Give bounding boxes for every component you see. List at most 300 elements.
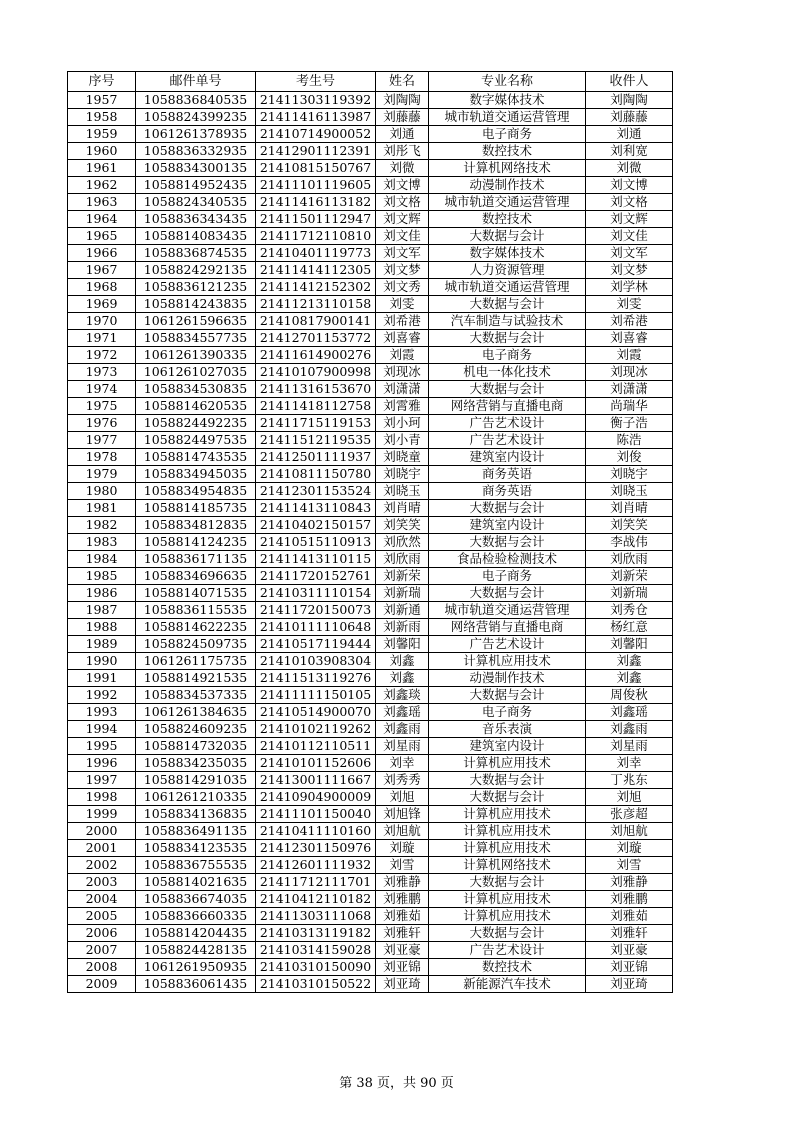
cell-recipient: 刘潇潇 — [586, 381, 673, 398]
cell-mail-number: 1058824428135 — [136, 942, 256, 959]
cell-recipient: 刘微 — [586, 160, 673, 177]
cell-mail-number: 1058836061435 — [136, 976, 256, 993]
table-row — [68, 398, 673, 415]
cell-name: 刘潇潇 — [376, 381, 429, 398]
cell-major: 数控技术 — [429, 959, 586, 976]
table-row — [68, 568, 673, 585]
cell-exam-number: 21411213110158 — [256, 296, 376, 313]
cell-name: 刘雅茹 — [376, 908, 429, 925]
cell-name: 刘秀秀 — [376, 772, 429, 789]
table-row — [68, 160, 673, 177]
cell-exam-number: 21410515110913 — [256, 534, 376, 551]
cell-mail-number: 1058836171135 — [136, 551, 256, 568]
cell-exam-number: 21410310150090 — [256, 959, 376, 976]
cell-seq: 2007 — [68, 942, 136, 959]
cell-seq: 2009 — [68, 976, 136, 993]
cell-exam-number: 21410313119182 — [256, 925, 376, 942]
cell-name: 刘亚豪 — [376, 942, 429, 959]
cell-seq: 1992 — [68, 687, 136, 704]
cell-exam-number: 21410102119262 — [256, 721, 376, 738]
cell-exam-number: 21411513119276 — [256, 670, 376, 687]
cell-mail-number: 1058834537335 — [136, 687, 256, 704]
cell-major: 大数据与会计 — [429, 772, 586, 789]
cell-mail-number: 1058834812835 — [136, 517, 256, 534]
cell-recipient: 刘雅轩 — [586, 925, 673, 942]
cell-mail-number: 1058836660335 — [136, 908, 256, 925]
cell-recipient: 刘陶陶 — [586, 92, 673, 109]
table-row — [68, 823, 673, 840]
cell-recipient: 刘鑫 — [586, 670, 673, 687]
cell-seq: 1997 — [68, 772, 136, 789]
cell-exam-number: 21411414112305 — [256, 262, 376, 279]
page-footer: 第 38 页，共 90 页 — [339, 1076, 454, 1091]
cell-seq: 1969 — [68, 296, 136, 313]
table-row — [68, 109, 673, 126]
cell-seq: 2005 — [68, 908, 136, 925]
table-row — [68, 517, 673, 534]
cell-seq: 2004 — [68, 891, 136, 908]
cell-recipient: 刘文佳 — [586, 228, 673, 245]
cell-name: 刘旭航 — [376, 823, 429, 840]
cell-major: 数字媒体技术 — [429, 245, 586, 262]
table-row — [68, 262, 673, 279]
cell-recipient: 刘晓玉 — [586, 483, 673, 500]
cell-major: 商务英语 — [429, 483, 586, 500]
cell-exam-number: 21410412110182 — [256, 891, 376, 908]
cell-mail-number: 1058836840535 — [136, 92, 256, 109]
table-row — [68, 432, 673, 449]
cell-name: 刘文博 — [376, 177, 429, 194]
cell-recipient: 刘雪 — [586, 857, 673, 874]
cell-recipient: 刘鑫 — [586, 653, 673, 670]
cell-seq: 1976 — [68, 415, 136, 432]
table-row — [68, 466, 673, 483]
cell-major: 机电一体化技术 — [429, 364, 586, 381]
cell-exam-number: 21411101119605 — [256, 177, 376, 194]
header-seq: 序号 — [68, 72, 136, 92]
cell-recipient: 刘肖晴 — [586, 500, 673, 517]
cell-name: 刘陶陶 — [376, 92, 429, 109]
cell-seq: 1991 — [68, 670, 136, 687]
table-row — [68, 381, 673, 398]
cell-recipient: 刘笑笑 — [586, 517, 673, 534]
cell-seq: 1965 — [68, 228, 136, 245]
cell-name: 刘雯 — [376, 296, 429, 313]
cell-recipient: 刘雯 — [586, 296, 673, 313]
cell-mail-number: 1058814952435 — [136, 177, 256, 194]
cell-exam-number: 21410111110648 — [256, 619, 376, 636]
cell-name: 刘鑫 — [376, 653, 429, 670]
cell-mail-number: 1058814204435 — [136, 925, 256, 942]
cell-name: 刘新雨 — [376, 619, 429, 636]
cell-seq: 1993 — [68, 704, 136, 721]
shipping-roster-table — [67, 71, 673, 993]
cell-exam-number: 21411715119153 — [256, 415, 376, 432]
cell-major: 计算机网络技术 — [429, 857, 586, 874]
cell-major: 计算机应用技术 — [429, 908, 586, 925]
cell-major: 网络营销与直播电商 — [429, 619, 586, 636]
cell-major: 大数据与会计 — [429, 925, 586, 942]
cell-recipient: 刘藤藤 — [586, 109, 673, 126]
cell-seq: 1983 — [68, 534, 136, 551]
cell-major: 建筑室内设计 — [429, 517, 586, 534]
cell-major: 电子商务 — [429, 126, 586, 143]
cell-recipient: 刘文军 — [586, 245, 673, 262]
cell-name: 刘笑笑 — [376, 517, 429, 534]
table-row — [68, 415, 673, 432]
table-row — [68, 891, 673, 908]
cell-exam-number: 21410517119444 — [256, 636, 376, 653]
cell-recipient: 尚瑞华 — [586, 398, 673, 415]
cell-name: 刘璇 — [376, 840, 429, 857]
cell-recipient: 刘学林 — [586, 279, 673, 296]
cell-name: 刘喜睿 — [376, 330, 429, 347]
cell-major: 计算机应用技术 — [429, 653, 586, 670]
table-row — [68, 211, 673, 228]
cell-mail-number: 1061261596635 — [136, 313, 256, 330]
cell-seq: 1966 — [68, 245, 136, 262]
cell-name: 刘鑫雨 — [376, 721, 429, 738]
cell-mail-number: 1061261950935 — [136, 959, 256, 976]
table-row — [68, 126, 673, 143]
cell-seq: 1973 — [68, 364, 136, 381]
cell-seq: 1979 — [68, 466, 136, 483]
cell-name: 刘亚琦 — [376, 976, 429, 993]
cell-major: 广告艺术设计 — [429, 432, 586, 449]
table-row — [68, 789, 673, 806]
table-row — [68, 619, 673, 636]
cell-major: 城市轨道交通运营管理 — [429, 109, 586, 126]
cell-mail-number: 1058814124235 — [136, 534, 256, 551]
table-row — [68, 840, 673, 857]
table-body — [68, 92, 673, 993]
cell-exam-number: 21410402150157 — [256, 517, 376, 534]
cell-mail-number: 1058836874535 — [136, 245, 256, 262]
cell-mail-number: 1058836115535 — [136, 602, 256, 619]
cell-exam-number: 21410401119773 — [256, 245, 376, 262]
cell-major: 计算机应用技术 — [429, 755, 586, 772]
cell-seq: 1964 — [68, 211, 136, 228]
cell-name: 刘霄雅 — [376, 398, 429, 415]
cell-recipient: 刘新瑞 — [586, 585, 673, 602]
table-row — [68, 177, 673, 194]
cell-seq: 1957 — [68, 92, 136, 109]
cell-name: 刘通 — [376, 126, 429, 143]
header-exam-number: 考生号 — [256, 72, 376, 92]
cell-seq: 1980 — [68, 483, 136, 500]
table-row — [68, 806, 673, 823]
cell-name: 刘晓童 — [376, 449, 429, 466]
cell-major: 人力资源管理 — [429, 262, 586, 279]
table-row — [68, 602, 673, 619]
cell-name: 刘雅静 — [376, 874, 429, 891]
cell-major: 数控技术 — [429, 211, 586, 228]
cell-mail-number: 1058824509735 — [136, 636, 256, 653]
cell-major: 广告艺术设计 — [429, 415, 586, 432]
cell-recipient: 张彦超 — [586, 806, 673, 823]
cell-name: 刘星雨 — [376, 738, 429, 755]
cell-exam-number: 21411416113182 — [256, 194, 376, 211]
cell-name: 刘欣然 — [376, 534, 429, 551]
cell-exam-number: 21413001111667 — [256, 772, 376, 789]
cell-recipient: 刘亚锦 — [586, 959, 673, 976]
cell-name: 刘鑫瑶 — [376, 704, 429, 721]
cell-exam-number: 21410514900070 — [256, 704, 376, 721]
cell-name: 刘文佳 — [376, 228, 429, 245]
table-row — [68, 296, 673, 313]
cell-recipient: 刘馨阳 — [586, 636, 673, 653]
cell-exam-number: 21411720152761 — [256, 568, 376, 585]
cell-major: 建筑室内设计 — [429, 449, 586, 466]
table-row — [68, 364, 673, 381]
table-row — [68, 670, 673, 687]
cell-exam-number: 21411111150105 — [256, 687, 376, 704]
table-row — [68, 347, 673, 364]
cell-exam-number: 21410103908304 — [256, 653, 376, 670]
cell-exam-number: 21411712110810 — [256, 228, 376, 245]
cell-seq: 1974 — [68, 381, 136, 398]
header-row — [68, 72, 673, 92]
cell-name: 刘新通 — [376, 602, 429, 619]
cell-exam-number: 21410112110511 — [256, 738, 376, 755]
table-row — [68, 500, 673, 517]
cell-name: 刘彤飞 — [376, 143, 429, 160]
cell-seq: 1990 — [68, 653, 136, 670]
cell-name: 刘亚锦 — [376, 959, 429, 976]
cell-name: 刘现冰 — [376, 364, 429, 381]
cell-exam-number: 21410714900052 — [256, 126, 376, 143]
cell-exam-number: 21411413110843 — [256, 500, 376, 517]
cell-seq: 1988 — [68, 619, 136, 636]
cell-major: 电子商务 — [429, 704, 586, 721]
cell-exam-number: 21410411110160 — [256, 823, 376, 840]
cell-seq: 2002 — [68, 857, 136, 874]
cell-exam-number: 21411614900276 — [256, 347, 376, 364]
cell-mail-number: 1058834557735 — [136, 330, 256, 347]
cell-exam-number: 21411418112758 — [256, 398, 376, 415]
cell-name: 刘欣雨 — [376, 551, 429, 568]
cell-seq: 2001 — [68, 840, 136, 857]
cell-major: 计算机应用技术 — [429, 891, 586, 908]
cell-name: 刘幸 — [376, 755, 429, 772]
cell-seq: 1959 — [68, 126, 136, 143]
cell-seq: 1995 — [68, 738, 136, 755]
cell-major: 城市轨道交通运营管理 — [429, 602, 586, 619]
cell-recipient: 刘喜睿 — [586, 330, 673, 347]
cell-mail-number: 1061261384635 — [136, 704, 256, 721]
table-row — [68, 245, 673, 262]
cell-recipient: 刘利宽 — [586, 143, 673, 160]
table-row — [68, 857, 673, 874]
cell-major: 大数据与会计 — [429, 874, 586, 891]
cell-major: 建筑室内设计 — [429, 738, 586, 755]
table-row — [68, 704, 673, 721]
cell-name: 刘文梦 — [376, 262, 429, 279]
cell-exam-number: 21411316153670 — [256, 381, 376, 398]
cell-seq: 1958 — [68, 109, 136, 126]
cell-exam-number: 21410815150767 — [256, 160, 376, 177]
table-row — [68, 976, 673, 993]
cell-name: 刘雅鹏 — [376, 891, 429, 908]
table-row — [68, 908, 673, 925]
cell-major: 计算机应用技术 — [429, 840, 586, 857]
table-row — [68, 874, 673, 891]
cell-seq: 1967 — [68, 262, 136, 279]
cell-name: 刘旭锋 — [376, 806, 429, 823]
cell-name: 刘晓宇 — [376, 466, 429, 483]
cell-mail-number: 1058834945035 — [136, 466, 256, 483]
table-row — [68, 228, 673, 245]
table-row — [68, 687, 673, 704]
cell-name: 刘雅轩 — [376, 925, 429, 942]
cell-recipient: 刘霞 — [586, 347, 673, 364]
table-row — [68, 738, 673, 755]
cell-mail-number: 1058836491135 — [136, 823, 256, 840]
table-row — [68, 330, 673, 347]
cell-mail-number: 1061261175735 — [136, 653, 256, 670]
table-row — [68, 755, 673, 772]
cell-seq: 1963 — [68, 194, 136, 211]
cell-recipient: 刘璇 — [586, 840, 673, 857]
cell-seq: 1998 — [68, 789, 136, 806]
cell-exam-number: 21412601111932 — [256, 857, 376, 874]
cell-name: 刘文军 — [376, 245, 429, 262]
cell-seq: 1984 — [68, 551, 136, 568]
cell-recipient: 刘亚琦 — [586, 976, 673, 993]
cell-major: 广告艺术设计 — [429, 942, 586, 959]
cell-name: 刘微 — [376, 160, 429, 177]
cell-exam-number: 21410817900141 — [256, 313, 376, 330]
cell-name: 刘霞 — [376, 347, 429, 364]
cell-recipient: 刘俊 — [586, 449, 673, 466]
cell-exam-number: 21411501112947 — [256, 211, 376, 228]
cell-exam-number: 21411413110115 — [256, 551, 376, 568]
cell-mail-number: 1061261210335 — [136, 789, 256, 806]
table-row — [68, 279, 673, 296]
cell-seq: 1968 — [68, 279, 136, 296]
cell-seq: 1970 — [68, 313, 136, 330]
table-row — [68, 636, 673, 653]
cell-major: 大数据与会计 — [429, 500, 586, 517]
cell-name: 刘小珂 — [376, 415, 429, 432]
cell-seq: 1999 — [68, 806, 136, 823]
cell-name: 刘新荣 — [376, 568, 429, 585]
cell-recipient: 刘文梦 — [586, 262, 673, 279]
cell-major: 汽车制造与试验技术 — [429, 313, 586, 330]
cell-major: 计算机应用技术 — [429, 823, 586, 840]
cell-recipient: 刘新荣 — [586, 568, 673, 585]
table-row — [68, 551, 673, 568]
cell-name: 刘小青 — [376, 432, 429, 449]
cell-major: 城市轨道交通运营管理 — [429, 194, 586, 211]
cell-mail-number: 1058836755535 — [136, 857, 256, 874]
cell-major: 大数据与会计 — [429, 534, 586, 551]
cell-major: 大数据与会计 — [429, 585, 586, 602]
cell-seq: 1961 — [68, 160, 136, 177]
cell-seq: 1975 — [68, 398, 136, 415]
cell-exam-number: 21412901112391 — [256, 143, 376, 160]
cell-mail-number: 1058824609235 — [136, 721, 256, 738]
cell-major: 大数据与会计 — [429, 228, 586, 245]
cell-seq: 1972 — [68, 347, 136, 364]
cell-major: 大数据与会计 — [429, 789, 586, 806]
cell-name: 刘文格 — [376, 194, 429, 211]
cell-recipient: 刘雅静 — [586, 874, 673, 891]
header-recipient: 收件人 — [586, 72, 673, 92]
cell-mail-number: 1058814743535 — [136, 449, 256, 466]
cell-exam-number: 21410811150780 — [256, 466, 376, 483]
cell-mail-number: 1058824340535 — [136, 194, 256, 211]
cell-recipient: 刘希港 — [586, 313, 673, 330]
header-major: 专业名称 — [429, 72, 586, 92]
cell-recipient: 衡子浩 — [586, 415, 673, 432]
cell-exam-number: 21410107900998 — [256, 364, 376, 381]
cell-recipient: 李战伟 — [586, 534, 673, 551]
cell-recipient: 刘雅鹏 — [586, 891, 673, 908]
table-row — [68, 925, 673, 942]
cell-name: 刘文辉 — [376, 211, 429, 228]
cell-recipient: 刘星雨 — [586, 738, 673, 755]
table-row — [68, 721, 673, 738]
cell-seq: 1978 — [68, 449, 136, 466]
header-name: 姓名 — [376, 72, 429, 92]
cell-recipient: 刘鑫瑶 — [586, 704, 673, 721]
cell-name: 刘肖晴 — [376, 500, 429, 517]
cell-major: 电子商务 — [429, 347, 586, 364]
cell-mail-number: 1058836121235 — [136, 279, 256, 296]
cell-exam-number: 21411412152302 — [256, 279, 376, 296]
cell-major: 网络营销与直播电商 — [429, 398, 586, 415]
cell-exam-number: 21411416113987 — [256, 109, 376, 126]
cell-mail-number: 1061261378935 — [136, 126, 256, 143]
cell-mail-number: 1058836674035 — [136, 891, 256, 908]
cell-major: 商务英语 — [429, 466, 586, 483]
cell-recipient: 刘现冰 — [586, 364, 673, 381]
cell-recipient: 刘亚豪 — [586, 942, 673, 959]
cell-mail-number: 1058814622235 — [136, 619, 256, 636]
header-mail-number: 邮件单号 — [136, 72, 256, 92]
table-row — [68, 194, 673, 211]
cell-mail-number: 1058834954835 — [136, 483, 256, 500]
cell-recipient: 刘欣雨 — [586, 551, 673, 568]
table-row — [68, 449, 673, 466]
cell-seq: 1981 — [68, 500, 136, 517]
cell-recipient: 刘秀仓 — [586, 602, 673, 619]
cell-exam-number: 21411101150040 — [256, 806, 376, 823]
cell-exam-number: 21410101152606 — [256, 755, 376, 772]
cell-seq: 1986 — [68, 585, 136, 602]
cell-name: 刘晓玉 — [376, 483, 429, 500]
cell-mail-number: 1058814083435 — [136, 228, 256, 245]
cell-mail-number: 1058834123535 — [136, 840, 256, 857]
cell-recipient: 刘文格 — [586, 194, 673, 211]
cell-mail-number: 1058814021635 — [136, 874, 256, 891]
cell-recipient: 刘鑫雨 — [586, 721, 673, 738]
cell-recipient: 刘晓宇 — [586, 466, 673, 483]
cell-mail-number: 1058814620535 — [136, 398, 256, 415]
cell-mail-number: 1058814732035 — [136, 738, 256, 755]
cell-recipient: 周俊秋 — [586, 687, 673, 704]
cell-mail-number: 1058834136835 — [136, 806, 256, 823]
cell-exam-number: 21412301153524 — [256, 483, 376, 500]
cell-name: 刘雪 — [376, 857, 429, 874]
cell-major: 计算机网络技术 — [429, 160, 586, 177]
table-row — [68, 653, 673, 670]
cell-name: 刘鑫琰 — [376, 687, 429, 704]
cell-major: 大数据与会计 — [429, 330, 586, 347]
cell-major: 动漫制作技术 — [429, 177, 586, 194]
cell-mail-number: 1058814185735 — [136, 500, 256, 517]
